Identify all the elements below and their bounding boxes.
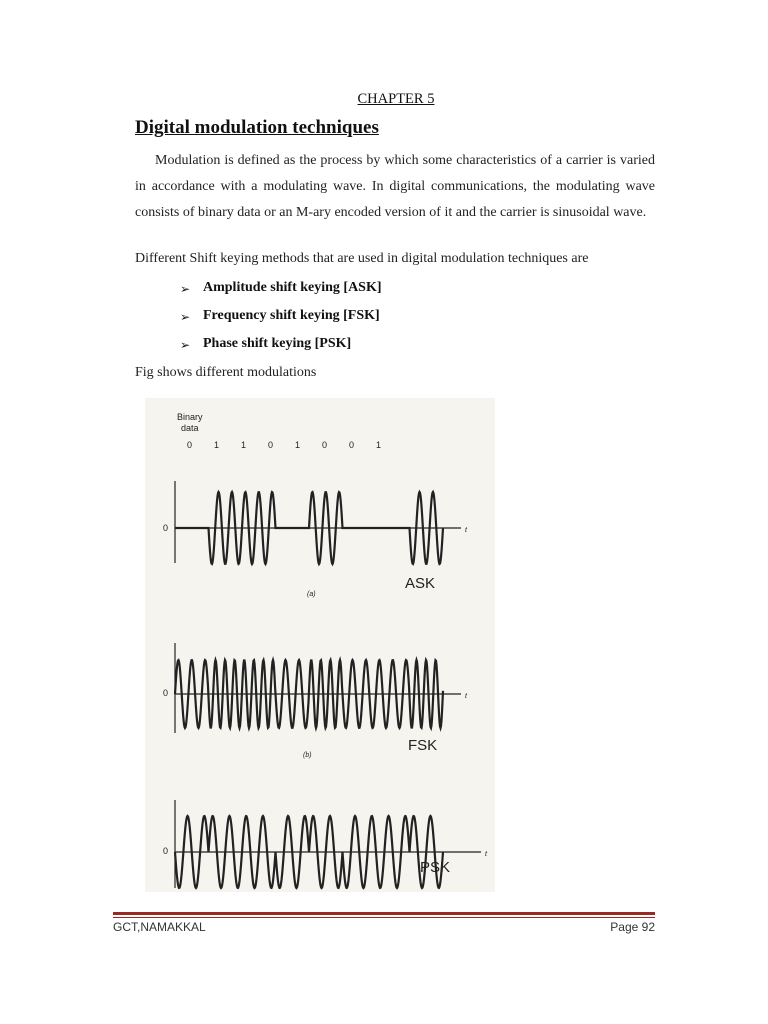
time-axis-label: t [485, 851, 487, 858]
zero-axis-label: 0 [163, 688, 169, 698]
bit-label: 0 [187, 440, 193, 450]
intro-line: Different Shift keying methods that are used in digital modulation techniques are [135, 251, 589, 266]
footer-institution: GCT,NAMAKKAL [113, 920, 206, 934]
figure-caption: Fig shows different modulations [135, 365, 317, 380]
bit-label: 1 [376, 440, 382, 450]
fsk-label: FSK [408, 737, 438, 754]
list-item [180, 308, 382, 336]
modulation-figure [145, 398, 495, 892]
list-item-label: Phase shift keying [PSK] [203, 336, 352, 351]
bit-label: 1 [214, 440, 220, 450]
section-title: Digital modulation techniques [135, 117, 379, 138]
list-item [180, 336, 382, 364]
fsk-sublabel: (b) [303, 752, 312, 759]
modulation-diagram [145, 398, 495, 892]
ask-sublabel: (a) [307, 591, 316, 598]
list-item-label: Amplitude shift keying [ASK] [203, 280, 382, 295]
time-axis-label: t [465, 693, 467, 700]
bit-label: 1 [295, 440, 301, 450]
zero-axis-label: 0 [163, 846, 169, 856]
bit-label: 1 [241, 440, 247, 450]
bits-row [187, 440, 381, 450]
arrow-bullet-icon: ➢ [180, 338, 191, 352]
chapter-heading: CHAPTER 5 [357, 91, 435, 107]
bit-label: 0 [268, 440, 274, 450]
ask-panel [163, 481, 468, 598]
footer-page-number: Page 92 [610, 920, 655, 934]
ask-label: ASK [405, 575, 436, 592]
body-paragraph: Modulation is defined as the process by which some characteristics of a carrier is varied in accordance with a modulating wave. In digital communications, the modulating wave consists of binary data or an M-ary encoded version of it and the carrier is sinusoidal wave. [135, 153, 655, 220]
keying-methods-list [180, 280, 382, 364]
time-axis-label: t [465, 527, 467, 534]
psk-label: PSK [420, 859, 451, 876]
bit-label: 0 [349, 440, 355, 450]
psk-panel [163, 800, 488, 888]
ask-waveform [175, 492, 443, 564]
arrow-bullet-icon: ➢ [180, 310, 191, 324]
arrow-bullet-icon: ➢ [180, 282, 191, 296]
list-item-label: Frequency shift keying [FSK] [203, 308, 380, 323]
binary-label-line1: Binary [177, 412, 203, 422]
zero-axis-label: 0 [163, 523, 169, 533]
binary-label-line2: data [181, 423, 199, 433]
footer-rule-thin [113, 917, 655, 918]
list-item [180, 280, 382, 308]
footer-rule [113, 912, 655, 915]
fsk-panel [163, 643, 468, 759]
bit-label: 0 [322, 440, 328, 450]
